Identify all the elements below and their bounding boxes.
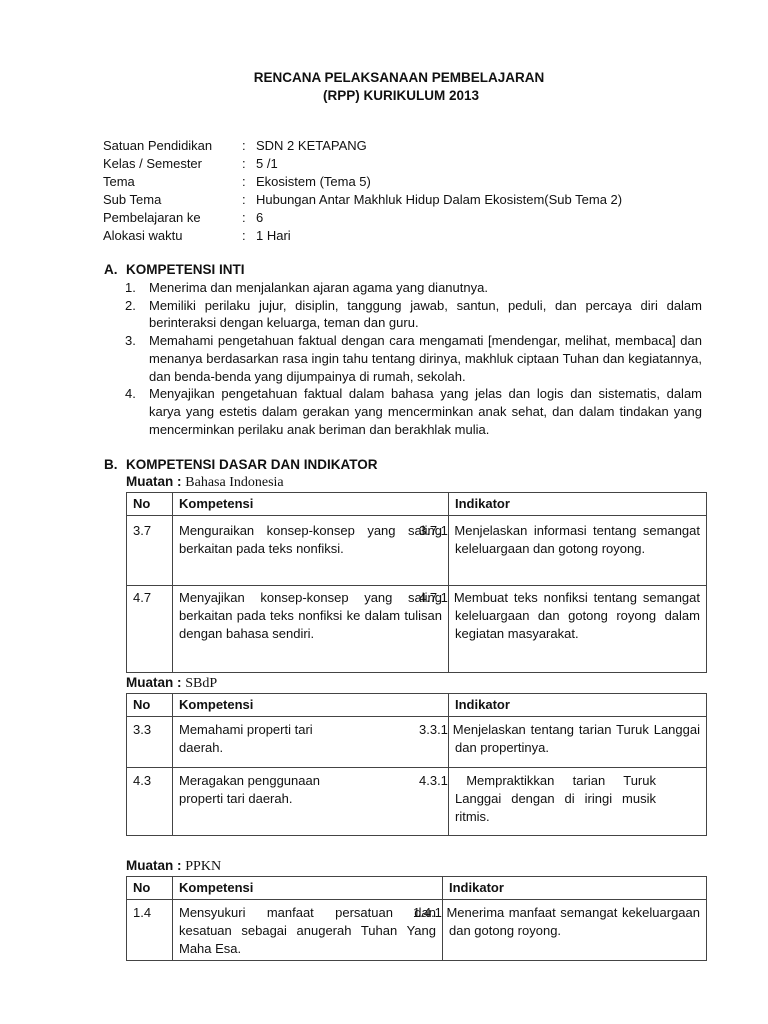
identity-colon: : — [242, 192, 246, 207]
muatan-label — [126, 858, 221, 875]
identity-row — [103, 192, 622, 210]
identity-label: Sub Tema — [103, 192, 162, 207]
header-kompetensi: Kompetensi — [173, 694, 449, 717]
muatan-prefix: Muatan : — [126, 474, 182, 489]
doc-title: RENCANA PELAKSANAAN PEMBELAJARAN — [253, 70, 545, 85]
header-no: No — [127, 493, 173, 516]
identity-row — [103, 228, 622, 246]
section-title: KOMPETENSI INTI — [126, 262, 245, 277]
header-no: No — [127, 877, 173, 900]
cell-no: 3.7 — [127, 516, 173, 586]
cell-kompetensi: Meragakan penggunaan properti tari daerah. — [173, 768, 449, 836]
identity-label: Pembelajaran ke — [103, 210, 201, 225]
list-item — [125, 297, 702, 332]
identity-label: Alokasi waktu — [103, 228, 183, 243]
identity-row — [103, 174, 622, 192]
identity-label: Tema — [103, 174, 135, 189]
identity-value: 1 Hari — [256, 228, 291, 243]
muatan-label — [126, 474, 284, 491]
cell-kompetensi: Mensyukuri manfaat persatuan dan kesatuan sebagai anugerah Tuhan Yang Maha Esa. — [173, 900, 443, 961]
header-indikator: Indikator — [449, 493, 707, 516]
item-number: 2. — [125, 297, 136, 313]
muatan-subject: PPKN — [185, 859, 222, 874]
header-indikator: Indikator — [443, 877, 707, 900]
cell-indikator: 4.3.1 Mempraktikkan tarian Turuk Langgai dengan di iringi musik ritmis. — [449, 768, 707, 836]
muatan-prefix: Muatan : — [126, 858, 182, 873]
muatan-prefix: Muatan : — [126, 675, 182, 690]
kd-table-bahasa-indonesia — [126, 492, 707, 673]
table-row — [127, 768, 707, 836]
item-text: Menerima dan menjalankan ajaran agama yang dianutnya. — [149, 280, 488, 295]
table-row — [127, 586, 707, 673]
identity-table — [103, 138, 622, 246]
section-letter: B. — [104, 457, 118, 472]
table-row — [127, 717, 707, 768]
muatan-label — [126, 675, 217, 692]
header-indikator: Indikator — [449, 694, 707, 717]
list-item — [125, 279, 702, 297]
cell-kompetensi: Menyajikan konsep-konsep yang saling berkaitan pada teks nonfiksi ke dalam tulisan dengan bahasa sendiri. — [173, 586, 449, 673]
cell-indikator: 3.3.1 Menjelaskan tentang tarian Turuk Langgai dan propertinya. — [449, 717, 707, 768]
kd-table-sbdp — [126, 693, 707, 836]
identity-row — [103, 138, 622, 156]
identity-value: Ekosistem (Tema 5) — [256, 174, 371, 189]
cell-indikator: 4.7.1 Membuat teks nonfiksi tentang semangat keleluargaan dan gotong royong dalam kegiatan masyarakat. — [449, 586, 707, 673]
kompetensi-inti-list — [125, 279, 702, 438]
table-row — [127, 900, 707, 961]
identity-colon: : — [242, 228, 246, 243]
section-title: KOMPETENSI DASAR DAN INDIKATOR — [126, 457, 378, 472]
item-text: Memahami pengetahuan faktual dengan cara mengamati [mendengar, melihat, membaca] dan menanya berdasarkan rasa ingin tahu tentang dirinya, makhluk ciptaan Tuhan dan kegiatannya, dan benda-benda yang dijumpainya di rumah, sekolah. — [149, 333, 702, 384]
section-b-heading — [104, 457, 378, 472]
cell-no: 4.3 — [127, 768, 173, 836]
identity-label: Satuan Pendidikan — [103, 138, 213, 153]
item-number: 1. — [125, 280, 136, 295]
item-text: Menyajikan pengetahuan faktual dalam bahasa yang jelas dan logis dan sistematis, dalam karya yang estetis dalam gerakan yang mencerminkan anak sehat, dan dalam tindakan yang mencerminkan perilaku anak beriman dan berakhlak mulia. — [149, 386, 702, 437]
identity-row — [103, 210, 622, 228]
table-header-row — [127, 877, 707, 900]
identity-colon: : — [242, 174, 246, 189]
cell-indikator: 1.4.1 Menerima manfaat semangat kekeluargaan dan gotong royong. — [443, 900, 707, 961]
identity-row — [103, 156, 622, 174]
identity-value: 5 /1 — [256, 156, 278, 171]
cell-no: 3.3 — [127, 717, 173, 768]
header-no: No — [127, 694, 173, 717]
item-number: 3. — [125, 333, 136, 349]
list-item — [125, 332, 702, 385]
doc-subtitle: (RPP) KURIKULUM 2013 — [322, 88, 480, 103]
header-kompetensi: Kompetensi — [173, 877, 443, 900]
cell-no: 1.4 — [127, 900, 173, 961]
item-text: Memiliki perilaku jujur, disiplin, tanggung jawab, santun, peduli, dan percaya diri dalam berinteraksi dengan keluarga, teman dan guru. — [149, 297, 702, 331]
identity-colon: : — [242, 156, 246, 171]
identity-colon: : — [242, 138, 246, 153]
identity-value: 6 — [256, 210, 264, 225]
item-number: 4. — [125, 386, 136, 402]
section-letter: A. — [104, 262, 118, 277]
table-row — [127, 516, 707, 586]
cell-indikator: 3.7.1 Menjelaskan informasi tentang semangat keleluargaan dan gotong royong. — [449, 516, 707, 586]
identity-colon: : — [242, 210, 246, 225]
muatan-subject: Bahasa Indonesia — [185, 475, 284, 490]
identity-value: Hubungan Antar Makhluk Hidup Dalam Ekosistem(Sub Tema 2) — [256, 192, 623, 207]
identity-label: Kelas / Semester — [103, 156, 202, 171]
table-header-row — [127, 694, 707, 717]
cell-kompetensi: Memahami properti tari daerah. — [173, 717, 449, 768]
table-header-row — [127, 493, 707, 516]
cell-kompetensi: Menguraikan konsep-konsep yang saling berkaitan pada teks nonfiksi. — [173, 516, 449, 586]
header-kompetensi: Kompetensi — [173, 493, 449, 516]
identity-value: SDN 2 KETAPANG — [256, 138, 367, 153]
cell-no: 4.7 — [127, 586, 173, 673]
kd-table-ppkn — [126, 876, 707, 961]
list-item — [125, 385, 702, 438]
muatan-subject: SBdP — [185, 676, 218, 691]
section-a-heading — [104, 262, 245, 277]
